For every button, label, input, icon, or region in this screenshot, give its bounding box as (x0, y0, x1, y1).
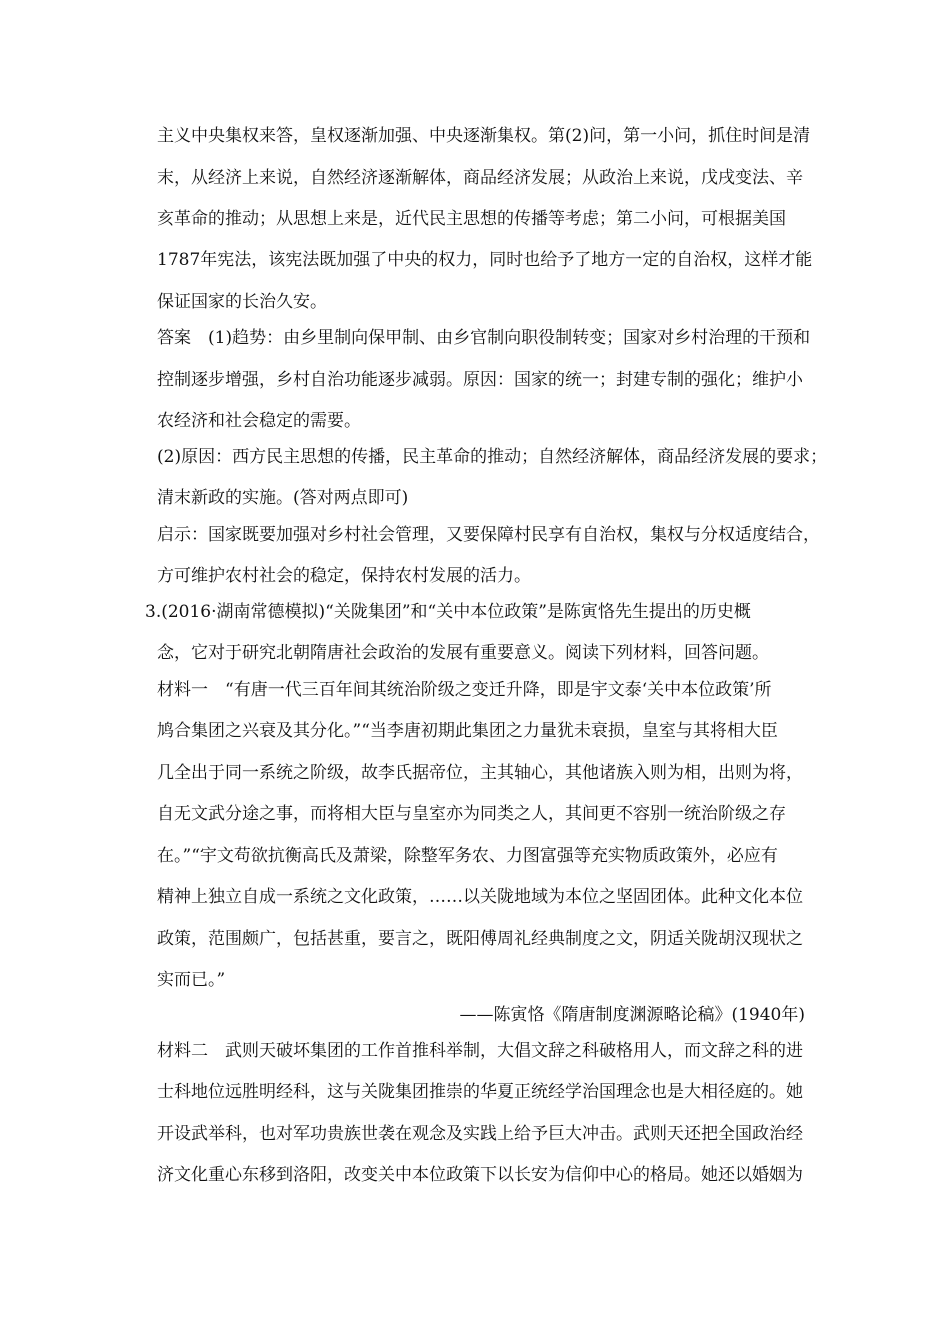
analysis-line: 1787年宪法，该宪法既加强了中央的权力，同时也给予了地方一定的自治权，这样才能 (157, 250, 813, 270)
analysis-line: 末，从经济上来说，自然经济逐渐解体，商品经济发展；从政治上来说，戊戌变法、辛 (157, 168, 803, 188)
material1-line: 几全出于同一系统之阶级，故李氏据帝位，主其轴心，其他诸族入则为相，出则为将， (157, 763, 803, 783)
analysis-line: 保证国家的长治久安。 (157, 292, 327, 312)
material1-line: 精神上独立自成一系统之文化政策，……以关陇地域为本位之坚固团体。此种文化本位 (157, 887, 803, 907)
analysis-line: 主义中央集权来答，皇权逐渐加强、中央逐渐集权。第(2)问，第一小问，抓住时间是清 (157, 126, 811, 146)
answer-line: 方可维护农村社会的稳定，保持农村发展的活力。 (157, 566, 531, 586)
material1-line: 材料一 “有唐一代三百年间其统治阶级之变迁升降，即是宇文泰‘关中本位政策’所 (157, 680, 772, 700)
material1-line: 在。”“宇文苟欲抗衡高氏及萧梁，除整军务农、力图富强等充实物质政策外，必应有 (157, 846, 778, 866)
material1-source: ——陈寅恪《隋唐制度渊源略论稿》(1940年) (459, 1005, 805, 1025)
answer-line: 控制逐步增强，乡村自治功能逐步减弱。原因：国家的统一；封建专制的强化；维护小 (157, 370, 803, 390)
question-line: 念，它对于研究北朝隋唐社会政治的发展有重要意义。阅读下列材料，回答问题。 (157, 643, 769, 663)
material2-line: 济文化重心东移到洛阳，改变关中本位政策下以长安为信仰中心的格局。她还以婚姻为 (157, 1165, 803, 1185)
material1-line: 自无文武分途之事，而将相大臣与皇室亦为同类之人，其间更不容别一统治阶级之存 (157, 804, 786, 824)
answer-line: 清末新政的实施。(答对两点即可) (157, 488, 409, 508)
question-line: 3.(2016·湖南常德模拟)“关陇集团”和“关中本位政策”是陈寅恪先生提出的历史概 (145, 602, 751, 622)
material2-line: 开设武举科，也对军功贵族世袭在观念及实践上给予巨大冲击。武则天还把全国政治经 (157, 1124, 803, 1144)
answer-line: 农经济和社会稳定的需要。 (157, 411, 361, 431)
material1-line: 实而已。” (157, 970, 226, 990)
answer-line: 答案 (1)趋势：由乡里制向保甲制、由乡官制向职役制转变；国家对乡村治理的干预和 (157, 328, 811, 348)
material2-line: 士科地位远胜明经科，这与关陇集团推崇的华夏正统经学治国理念也是大相径庭的。她 (157, 1082, 803, 1102)
analysis-line: 亥革命的推动；从思想上来是，近代民主思想的传播等考虑；第二小问，可根据美国 (157, 209, 786, 229)
material1-line: 鸠合集团之兴衰及其分化。”“当李唐初期此集团之力量犹未衰损，皇室与其将相大臣 (157, 721, 778, 741)
material2-line: 材料二 武则天破坏集团的工作首推科举制，大倡文辞之科破格用人，而文辞之科的进 (157, 1041, 803, 1061)
material1-line: 政策，范围颇广，包括甚重，要言之，既阳傅周礼经典制度之文，阴适关陇胡汉现状之 (157, 929, 803, 949)
answer-line: 启示：国家既要加强对乡村社会管理，又要保障村民享有自治权，集权与分权适度结合， (157, 525, 820, 545)
answer-line: (2)原因：西方民主思想的传播，民主革命的推动；自然经济解体，商品经济发展的要求； (157, 447, 828, 467)
